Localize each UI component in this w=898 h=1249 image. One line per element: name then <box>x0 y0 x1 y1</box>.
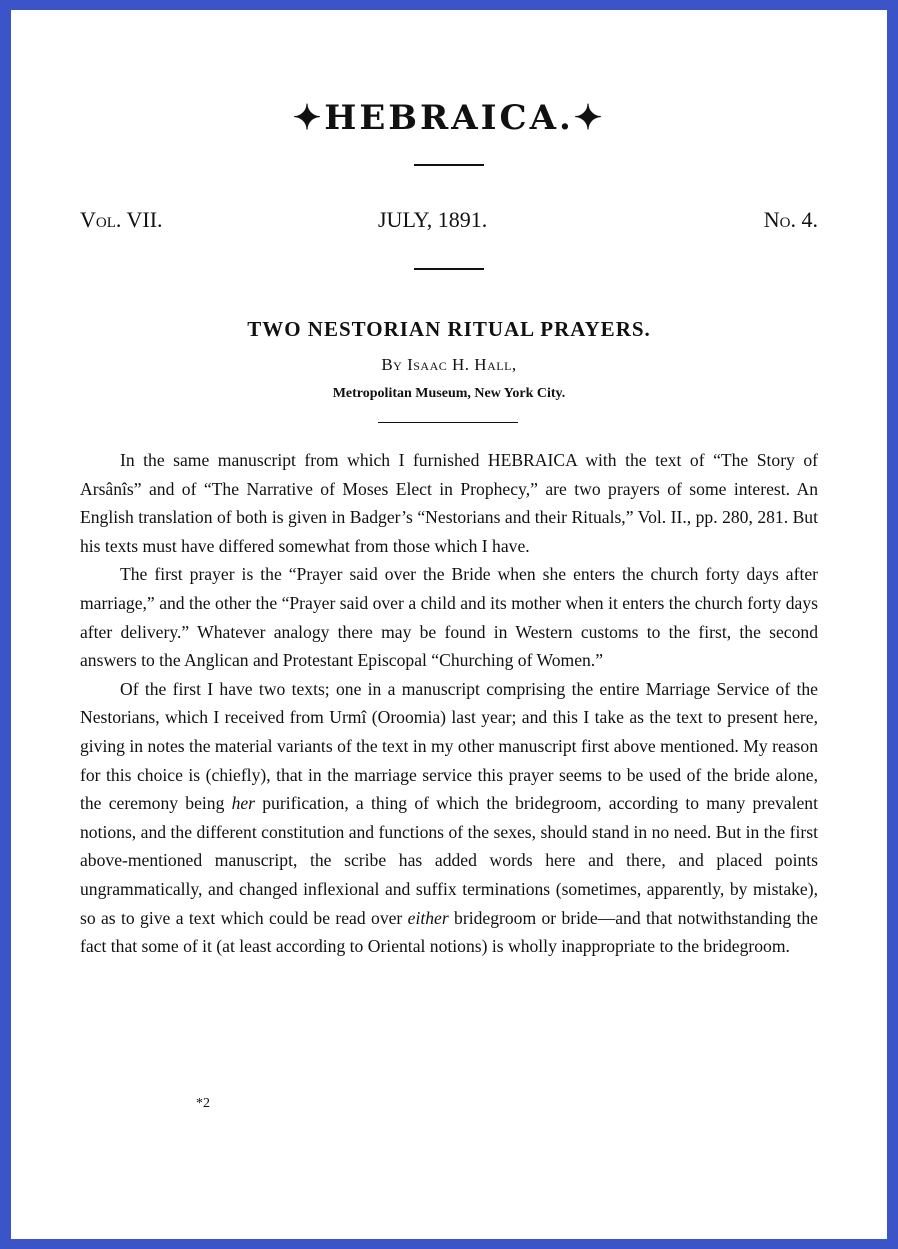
paragraph-1: In the same manuscript from which I furnished HEBRAICA with the text of “The Story of Arsânîs” and of “The Narrative of Moses Elect in Prophecy,” are two prayers of some interest. An English translation of both is given in Badger’s “Nestorians and their Rituals,” Vol. II., pp. 280, 281. But his texts must have differed somewhat from those which I have. <box>80 450 818 556</box>
rule-title <box>378 422 518 423</box>
author-affiliation: Metropolitan Museum, New York City. <box>332 386 566 401</box>
signature-mark: *2 <box>196 1096 210 1111</box>
paragraph-3-part-a: Of the first I have two texts; one in a manuscript comprising the entire Marriage Service of the Nestorians, which I received from Urmî (Oroomia) last year; and this I take as the text to present here, giving in notes the material variants of the text in my other manuscript first above mentioned. My reason for this choice is (chiefly), that in the marriage service this prayer seems to be used of the bride alone, the ceremony being <box>80 678 818 814</box>
paragraph-3-part-b: purification, a thing of which the bridegroom, according to many prevalent notions, and the different constitution and functions of the sexes, should stand in no need. But in the first above-mentioned manuscript, the scribe has added words here and there, and placed points ungrammatically, and changed inflexional and suffix terminations (sometimes, apparently, by mistake), so as to give a text which could be read over <box>80 793 818 928</box>
article-body <box>80 446 818 961</box>
emphasis-either: either <box>407 907 449 928</box>
article-title: TWO NESTORIAN RITUAL PRAYERS. <box>247 317 651 341</box>
paragraph-3 <box>80 675 818 961</box>
rule-top <box>414 164 484 166</box>
emphasis-her: her <box>231 793 256 814</box>
rule-middle <box>414 268 484 270</box>
volume-label: Vol. VII. <box>80 207 163 232</box>
paragraph-2: The first prayer is the “Prayer said over the Bride when she enters the church forty days after marriage,” and the other the “Prayer said over a child and its mother when it enters the church forty days after delivery.” Whatever analogy there may be found in Western customs to the first, the second answers to the Anglican and Protestant Episcopal “Churching of Women.” <box>80 564 818 671</box>
journal-page <box>11 10 887 1239</box>
journal-masthead: ✦HEBRAICA.✦ <box>292 98 606 138</box>
issue-date: JULY, 1891. <box>378 207 488 232</box>
issue-number: No. 4. <box>763 207 818 232</box>
article-byline: By Isaac H. Hall, <box>381 355 517 374</box>
paragraph-3-part-c: bridegroom or bride—and that notwithstanding the fact that some of it (at least according to Oriental notions) is wholly inappropriate to the bridegroom. <box>80 907 818 957</box>
